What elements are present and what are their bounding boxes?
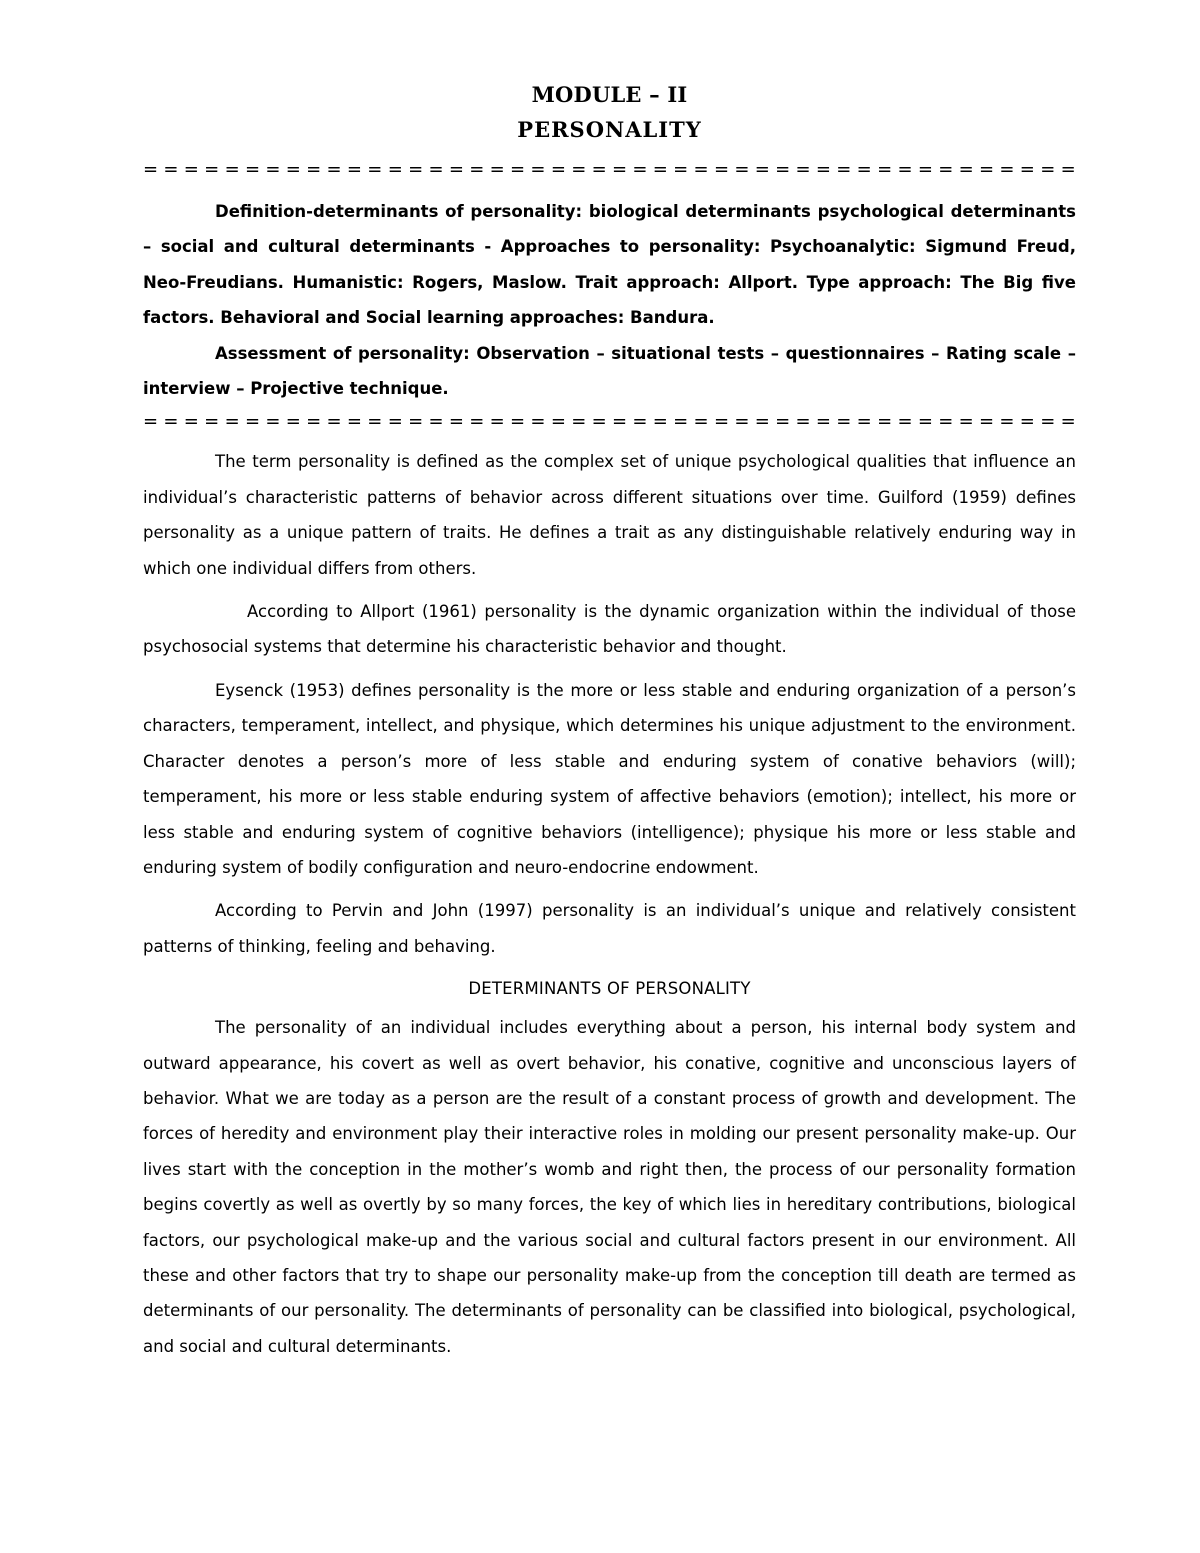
separator-glyph: = [1019,159,1035,180]
separator-rule-top [143,160,1076,180]
separator-glyph: = [204,159,220,180]
body-paragraph: Eysenck (1953) defines personality is the more or less stable and enduring organization of a person’s characters, temperament, intellect, and physique, which determines his unique adjustment to the environment. Character denotes a person’s more of less stable and enduring system of conative behaviors (will); temperament, his more or less stable enduring system of affective behaviors (emotion); intellect, his more or less stable and enduring system of cognitive behaviors (intelligence); physique his more or less stable and enduring system of bodily configuration and neuro-endocrine endowment. [143,680,1076,877]
module-title: MODULE – II [531,82,688,107]
separator-glyph: = [897,159,913,180]
body-paragraph: According to Allport (1961) personality is the dynamic organization within the individual of those psychosocial systems that determine his characteristic behavior and thought. [143,602,1076,657]
separator-glyph: = [795,411,811,433]
separator-glyph: = [877,159,893,180]
separator-glyph: = [836,411,852,433]
body-text [143,444,1076,1364]
separator-glyph: = [815,411,831,433]
separator-glyph: = [510,411,526,433]
separator-glyph: = [734,411,750,433]
separator-glyph: = [489,411,505,433]
separator-glyph: = [163,159,179,180]
separator-glyph: = [367,159,383,180]
body-paragraph: According to Pervin and John (1997) personality is an individual’s unique and relatively consistent patterns of thinking, feeling and behaving. [143,901,1076,956]
separator-rule-bottom [143,412,1076,432]
separator-glyph: = [387,411,403,433]
separator-glyph: = [306,411,322,433]
separator-glyph: = [1040,411,1056,433]
separator-glyph: = [652,159,668,180]
separator-glyph: = [550,411,566,433]
separator-glyph: = [143,411,159,433]
separator-glyph: = [285,411,301,433]
separator-glyph: = [204,411,220,433]
separator-glyph: = [448,411,464,433]
separator-glyph: = [571,411,587,433]
body-paragraph: The personality of an individual includes everything about a person, his internal body system and outward appearance, his covert as well as overt behavior, his conative, cognitive and unconscious layers of behavior. What we are today as a person are the result of a constant process of growth and development. The forces of heredity and environment play their interactive roles in molding our present personality make-up. Our lives start with the conception in the mother’s womb and right then, the process of our personality formation begins covertly as well as overtly by so many forces, the key of which lies in hereditary contributions, biological factors, our psychological make-up and the various social and cultural factors present in our environment. All these and other factors that try to shape our personality make-up from the conception till death are termed as determinants of our personality. The determinants of personality can be classified into biological, psychological, and social and cultural determinants. [143,1018,1076,1356]
page-title: PERSONALITY [517,117,702,142]
section-heading: DETERMINANTS OF PERSONALITY [468,979,751,999]
separator-glyph: = [285,159,301,180]
syllabus-block [143,194,1076,406]
syllabus-paragraph: Assessment of personality: Observation – situational tests – questionnaires – Rating scale – interview – Projective technique. [143,343,1076,399]
separator-glyph: = [877,411,893,433]
separator-glyph: = [693,159,709,180]
separator-glyph: = [938,411,954,433]
separator-glyph: = [387,159,403,180]
separator-glyph: = [856,411,872,433]
separator-glyph: = [143,159,159,180]
separator-glyph: = [224,159,240,180]
syllabus-paragraph: Definition-determinants of personality: biological determinants psychological determinants – social and cultural determinants - Approaches to personality: Psychoanalytic: Sigmund Freud, Neo-Freudians. Humanistic: Rogers, Maslow. Trait approach: Allport. Type approach: The Big five factors. Behavioral and Social learning approaches: Bandura. [143,202,1076,328]
separator-glyph: = [713,159,730,180]
separator-glyph: = [979,159,995,180]
separator-glyph: = [1019,411,1035,433]
separator-glyph: = [326,411,342,433]
separator-glyph: = [979,411,995,433]
separator-glyph: = [795,159,811,180]
separator-glyph: = [632,411,648,433]
separator-glyph: = [775,159,791,180]
separator-glyph: = [1040,159,1056,180]
separator-glyph: = [713,411,730,433]
separator-glyph: = [428,411,444,433]
separator-glyph: = [611,411,628,433]
separator-glyph: = [510,159,526,180]
separator-glyph: = [1060,411,1076,433]
separator-glyph: = [346,159,362,180]
separator-glyph: = [346,411,362,433]
separator-glyph: = [183,411,199,433]
separator-glyph: = [897,411,913,433]
separator-glyph: = [265,159,281,180]
separator-glyph: = [999,411,1015,433]
separator-glyph: = [856,159,872,180]
separator-glyph: = [244,411,261,433]
separator-glyph: = [693,411,709,433]
separator-glyph: = [836,159,852,180]
separator-glyph: = [326,159,342,180]
separator-glyph: = [611,159,628,180]
separator-glyph: = [815,159,831,180]
separator-glyph: = [591,411,607,433]
separator-glyph: = [224,411,240,433]
separator-glyph: = [530,159,546,180]
separator-glyph: = [958,411,974,433]
separator-glyph: = [591,159,607,180]
separator-glyph: = [938,159,954,180]
separator-glyph: = [673,159,689,180]
separator-glyph: = [306,159,322,180]
separator-glyph: = [673,411,689,433]
separator-glyph: = [917,411,933,433]
separator-glyph: = [428,159,444,180]
separator-glyph: = [754,411,770,433]
separator-glyph: = [244,159,261,180]
separator-glyph: = [632,159,648,180]
separator-glyph: = [183,159,199,180]
separator-glyph: = [530,411,546,433]
separator-glyph: = [775,411,791,433]
separator-glyph: = [408,411,424,433]
separator-glyph: = [550,159,566,180]
separator-glyph: = [469,411,485,433]
separator-glyph: = [448,159,464,180]
separator-glyph: = [652,411,668,433]
separator-glyph: = [408,159,424,180]
body-paragraph: The term personality is defined as the complex set of unique psychological qualities that influence an individual’s characteristic patterns of behavior across different situations over time. Guilford (1959) defines personality as a unique pattern of traits. He defines a trait as any distinguishable relatively enduring way in which one individual differs from others. [143,452,1076,578]
separator-glyph: = [469,159,485,180]
separator-glyph: = [999,159,1015,180]
separator-glyph: = [367,411,383,433]
separator-glyph: = [734,159,750,180]
separator-glyph: = [163,411,179,433]
separator-glyph: = [958,159,974,180]
separator-glyph: = [571,159,587,180]
separator-glyph: = [265,411,281,433]
separator-glyph: = [917,159,933,180]
separator-glyph: = [1060,159,1076,180]
separator-glyph: = [489,159,505,180]
separator-glyph: = [754,159,770,180]
